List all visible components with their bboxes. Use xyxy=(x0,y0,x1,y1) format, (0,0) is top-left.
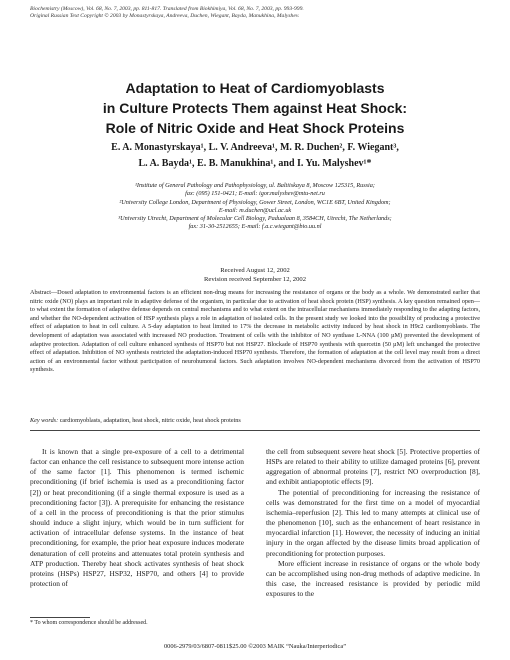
title-line-3: Role of Nitric Oxide and Heat Shock Proteins xyxy=(105,120,405,136)
affiliation-2-line-2: E-mail: m.duchen@ucl.ac.uk xyxy=(218,206,292,214)
title-line-1: Adaptation to Heat of Cardiomyoblasts xyxy=(125,80,385,96)
keywords-label: Key words: xyxy=(30,417,59,424)
keywords xyxy=(30,417,480,425)
footnote-divider xyxy=(30,617,90,618)
page-footer: 0006-2979/03/6807-0811$25.00 ©2003 MAIK “Nauka/Interperiodica” xyxy=(163,643,347,650)
affiliation-3-line-2: fax: 31-30-2512655; E-mail: f.a.c.wiegant@bio.uu.nl xyxy=(188,223,322,231)
received-date: Received August 12, 2002 xyxy=(220,267,290,274)
journal-header xyxy=(30,6,304,20)
footnote: * To whom correspondence should be addressed. xyxy=(30,620,148,626)
authors-line-1: E. A. Monastyrskaya¹, L. V. Andreeva¹, M. R. Duchen², F. Wiegant³, xyxy=(111,142,399,153)
affiliation-1-line-2: fax: (095) 151-0421; E-mail: igor.malyshev@mtu-net.ru xyxy=(185,190,325,198)
journal-header-line-1: Biochemistry (Moscow), Vol. 68, No. 7, 2003, pp. 811-817. Translated from Biokhimiya, Vol. 68, No. 7, 2003, pp. 993-999. xyxy=(30,6,304,12)
received-dates xyxy=(30,267,480,284)
affiliation-3-line-1: ³University Utrecht, Department of Molecular Cell Biology, Padualaan 8, 3584CH, Utrecht, The Netherlands; xyxy=(118,215,392,223)
revised-date: Revision received September 12, 2002 xyxy=(204,275,306,283)
body-paragraph: the cell from subsequent severe heat shock [5]. Protective properties of HSPs are related to their ability to utilize damaged proteins [6], prevent aggregation of abnormal proteins [7], restrict NO overproduction [8], and exhibit antiapoptotic effects [9]. xyxy=(266,447,480,487)
article-title xyxy=(30,78,480,138)
affiliations xyxy=(50,182,460,232)
affiliation-2-line-1: ²University College London, Department of Physiology, Gower Street, London, WC1E 6BT, United Kingdom; xyxy=(119,198,391,206)
abstract-text: —Dosed adaptation to environmental factors is an efficient non-drug means for increasing the resistance of organs or the body as a whole. We demonstrated earlier that nitric oxide (NO) plays an important role in adaptive defense of the organism, in particular due to activation of heat shock protein (HSP) synthesis. A key question remained open—to what extent the formation of adaptive defense depends on central mechanisms and to what extent on the intracellular mechanisms immediately responding to the adapting factors, and whether the NO-dependent activation of HSP synthesis plays a role in adaptation of isolated cells. In the present study we looked into the possibility of producing a protective effect of adaptation to heat in cell culture. A 5-day adaptation to heat limited to 17% the decrease in metabolic activity induced by heat shock in H9c2 cardiomyoblasts. The development of adaptation was associated with increased NO production. Treatment of cells with the inhibitor of NO synthase L-NNA (100 µM) prevented the development of adaptive protection. Adaptation of cell culture enhanced synthesis of HSP70 but not HSP27. Blockade of HSP70 synthesis with quercetin (50 µM) left unchanged the protective effect of adaptation. Inhibition of NO synthesis restricted the adaptation-induced HSP70 synthesis. Therefore, the formation of adaptation at the cell level may result from a direct action of an environmental factor without participation of neurohumoral factors. Such adaptation involves NO-dependent mechanisms divorced from the activation of HSP70 synthesis. xyxy=(30,289,480,374)
body-paragraph: The potential of preconditioning for increasing the resistance of cells was demonstrated for the first time on a model of myocardial ischemia–reperfusion [2]. This led to many attempts at clinical use of the phenomenon [10], such as the enhancement of heart resistance in myocardial infarction [1]. However, the necessity of inducing an initial injury in the organ affected by the disease limits broad application of preconditioning for protection purposes. xyxy=(266,487,480,558)
abstract-label: Abstract xyxy=(30,289,51,296)
section-divider xyxy=(30,430,480,431)
keywords-text: cardiomyoblasts, adaptation, heat shock, nitric oxide, heat shock proteins xyxy=(58,417,241,424)
body-column-left xyxy=(30,447,244,589)
title-line-2: in Culture Protects Them against Heat Shock: xyxy=(102,100,408,116)
author-list xyxy=(30,140,480,172)
authors-line-2: L. A. Bayda¹, E. B. Manukhina¹, and I. Yu. Malyshev¹* xyxy=(138,158,372,169)
journal-header-line-2: Original Russian Text Copyright © 2003 by Monastyrskaya, Andreeva, Duchen, Wiegant, Bayda, Manukhina, Malyshev. xyxy=(30,13,300,19)
body-column-right xyxy=(266,447,480,599)
affiliation-1-line-1: ¹Institute of General Pathology and Pathophysiology, ul. Baltiiskaya 8, Moscow 125315, Russia; xyxy=(135,182,375,189)
abstract xyxy=(30,289,480,375)
body-paragraph: More efficient increase in resistance of organs or the whole body can be accomplished using non-drug methods of adaptive medicine. In this case, the increased resistance is provided by periodic mild exposures to the xyxy=(266,558,480,599)
body-paragraph: It is known that a single pre-exposure of a cell to a detrimental factor can enhance the cell resistance to subsequent more intense action of the same factor [1]. This phenomenon is termed ischemic preconditioning (if brief ischemia is used as a preconditioning factor [2]) or heat preconditioning (if a single thermal exposure is used as a preconditioning factor [3]). A prerequisite for enhancing the resistance of a cell in the process of preconditioning is that the prior stimulus should induce a slight injury, which would be in turn sufficient for activation of intracellular defense systems. In the instance of heat preconditioning, for example, the prior heat exposure induces moderate denaturation of cell proteins and attenuates total protein synthesis and ATP production. Thereby heat shock activates synthesis of heat shock proteins (HSPs) HSP27, HSP32, HSP70, and others [4] to provide protection of xyxy=(30,447,244,589)
